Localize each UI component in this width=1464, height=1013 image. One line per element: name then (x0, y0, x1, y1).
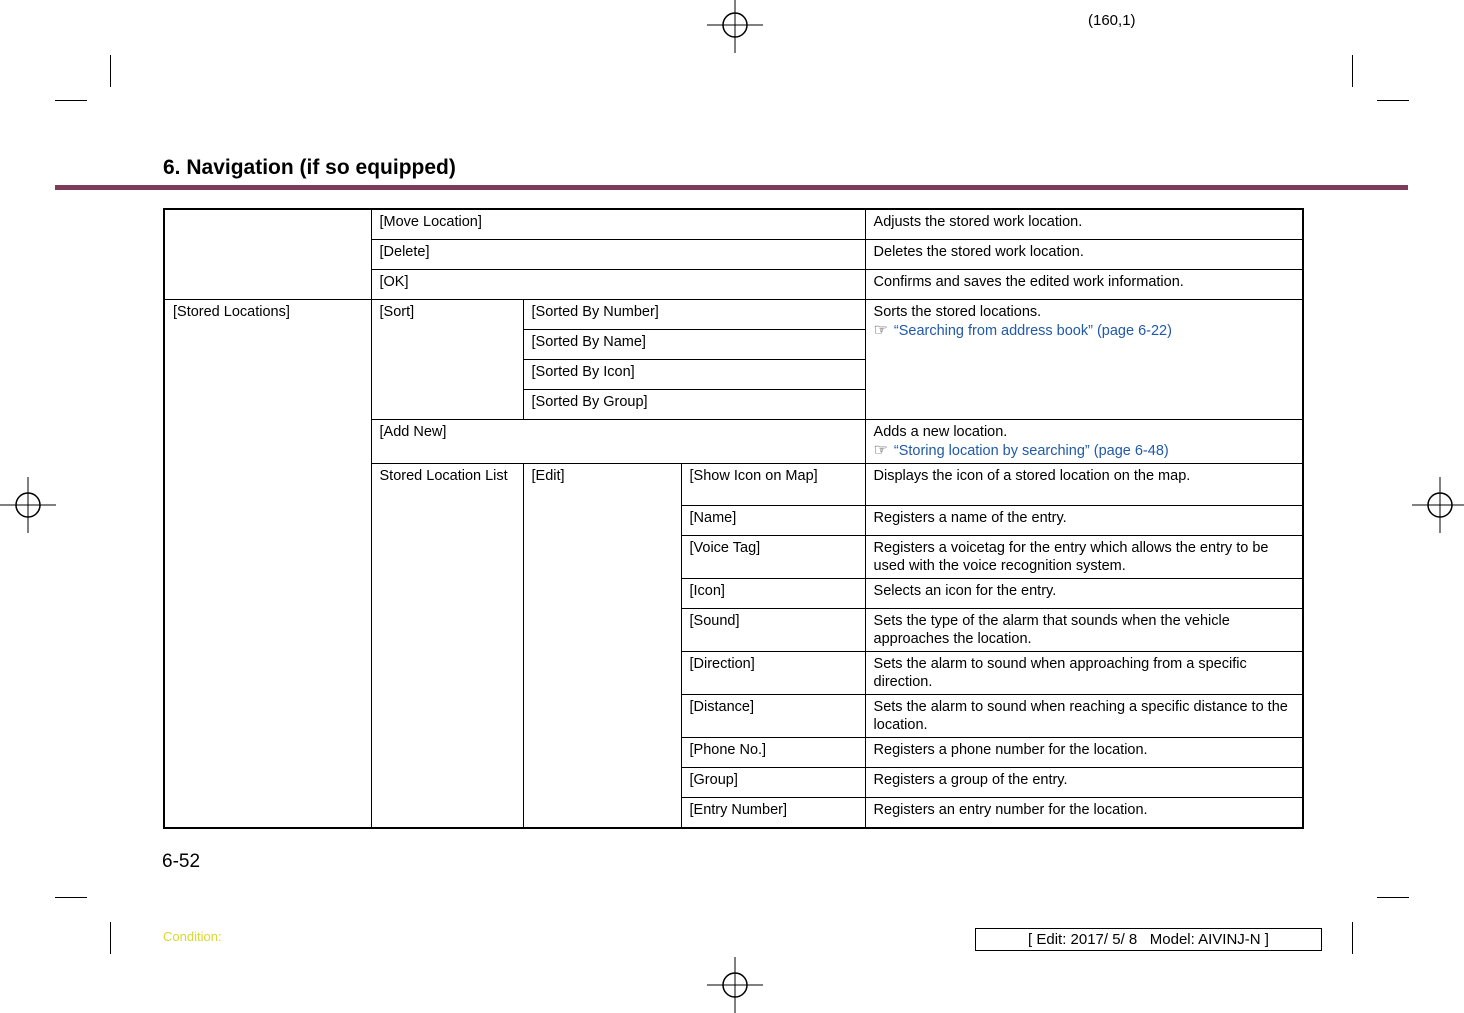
continuation-empty-cell (164, 209, 371, 299)
table-row (164, 209, 1303, 239)
registration-mark (707, 0, 763, 53)
storing-location-link[interactable]: “Storing location by searching” (page 6-48) (893, 442, 1169, 459)
entry-number-cell: [Entry Number] (681, 798, 865, 828)
crop-mark (55, 897, 87, 898)
show-icon-on-map-cell: [Show Icon on Map] (681, 464, 865, 506)
sound-cell: [Sound] (681, 609, 865, 652)
description-cell: Sets the type of the alarm that sounds when the vehicle approaches the location. (865, 609, 1303, 652)
move-location-cell: [Move Location] (371, 209, 865, 239)
chapter-heading: 6. Navigation (if so equipped) (163, 156, 456, 180)
distance-cell: [Distance] (681, 695, 865, 738)
navigation-options-table (163, 208, 1304, 829)
delete-cell: [Delete] (371, 239, 865, 269)
registration-mark (0, 477, 56, 533)
crop-mark (110, 55, 111, 87)
sorted-by-group-cell: [Sorted By Group] (523, 389, 865, 419)
description-cell: Deletes the stored work location. (865, 239, 1303, 269)
condition-label: Condition: (163, 929, 222, 944)
crop-mark (1352, 55, 1353, 87)
registration-mark (1412, 477, 1464, 533)
description-cell: Sets the alarm to sound when approaching from a specific direction. (865, 652, 1303, 695)
sort-description: Sorts the stored locations. (873, 303, 1042, 320)
description-cell: Registers a name of the entry. (865, 506, 1303, 536)
description-cell: Registers a phone number for the location. (865, 738, 1303, 768)
crop-mark (55, 100, 87, 101)
page-number: 6-52 (162, 851, 201, 872)
sorted-by-number-cell: [Sorted By Number] (523, 299, 865, 329)
description-cell: Registers a group of the entry. (865, 768, 1303, 798)
description-cell: Confirms and saves the edited work information. (865, 269, 1303, 299)
stored-locations-cell: [Stored Locations] (164, 299, 371, 828)
sort-cell: [Sort] (371, 299, 523, 419)
stored-location-list-cell: Stored Location List (371, 464, 523, 828)
section-rule (55, 185, 1408, 190)
name-cell: [Name] (681, 506, 865, 536)
edit-model-box (975, 928, 1322, 951)
description-cell: Sets the alarm to sound when reaching a specific distance to the location. (865, 695, 1303, 738)
edit-cell: [Edit] (523, 464, 681, 828)
description-cell: Registers an entry number for the location. (865, 798, 1303, 828)
registration-mark (707, 957, 763, 1013)
voice-tag-cell: [Voice Tag] (681, 536, 865, 579)
group-cell: [Group] (681, 768, 865, 798)
reference-icon: ☞ (873, 321, 888, 339)
sort-description-cell (865, 299, 1303, 419)
print-coordinate: (160,1) (1088, 12, 1136, 29)
sorted-by-icon-cell: [Sorted By Icon] (523, 359, 865, 389)
reference-icon: ☞ (873, 441, 888, 459)
crop-mark (110, 922, 111, 954)
add-new-description: Adds a new location. (873, 423, 1008, 440)
ok-cell: [OK] (371, 269, 865, 299)
crop-mark (1377, 897, 1409, 898)
direction-cell: [Direction] (681, 652, 865, 695)
add-new-description-cell (865, 419, 1303, 464)
description-cell: Displays the icon of a stored location on the map. (865, 464, 1303, 506)
description-cell: Adjusts the stored work location. (865, 209, 1303, 239)
crop-mark (1352, 922, 1353, 954)
edit-model-text: [ Edit: 2017/ 5/ 8 Model: AIVINJ-N ] (1028, 931, 1269, 948)
description-cell: Registers a voicetag for the entry which allows the entry to be used with the voice recognition system. (865, 536, 1303, 579)
description-cell: Selects an icon for the entry. (865, 579, 1303, 609)
address-book-link[interactable]: “Searching from address book” (page 6-22) (893, 322, 1172, 339)
icon-cell: [Icon] (681, 579, 865, 609)
phone-no-cell: [Phone No.] (681, 738, 865, 768)
sorted-by-name-cell: [Sorted By Name] (523, 329, 865, 359)
crop-mark (1377, 100, 1409, 101)
table-row (164, 299, 1303, 329)
add-new-cell: [Add New] (371, 419, 865, 464)
